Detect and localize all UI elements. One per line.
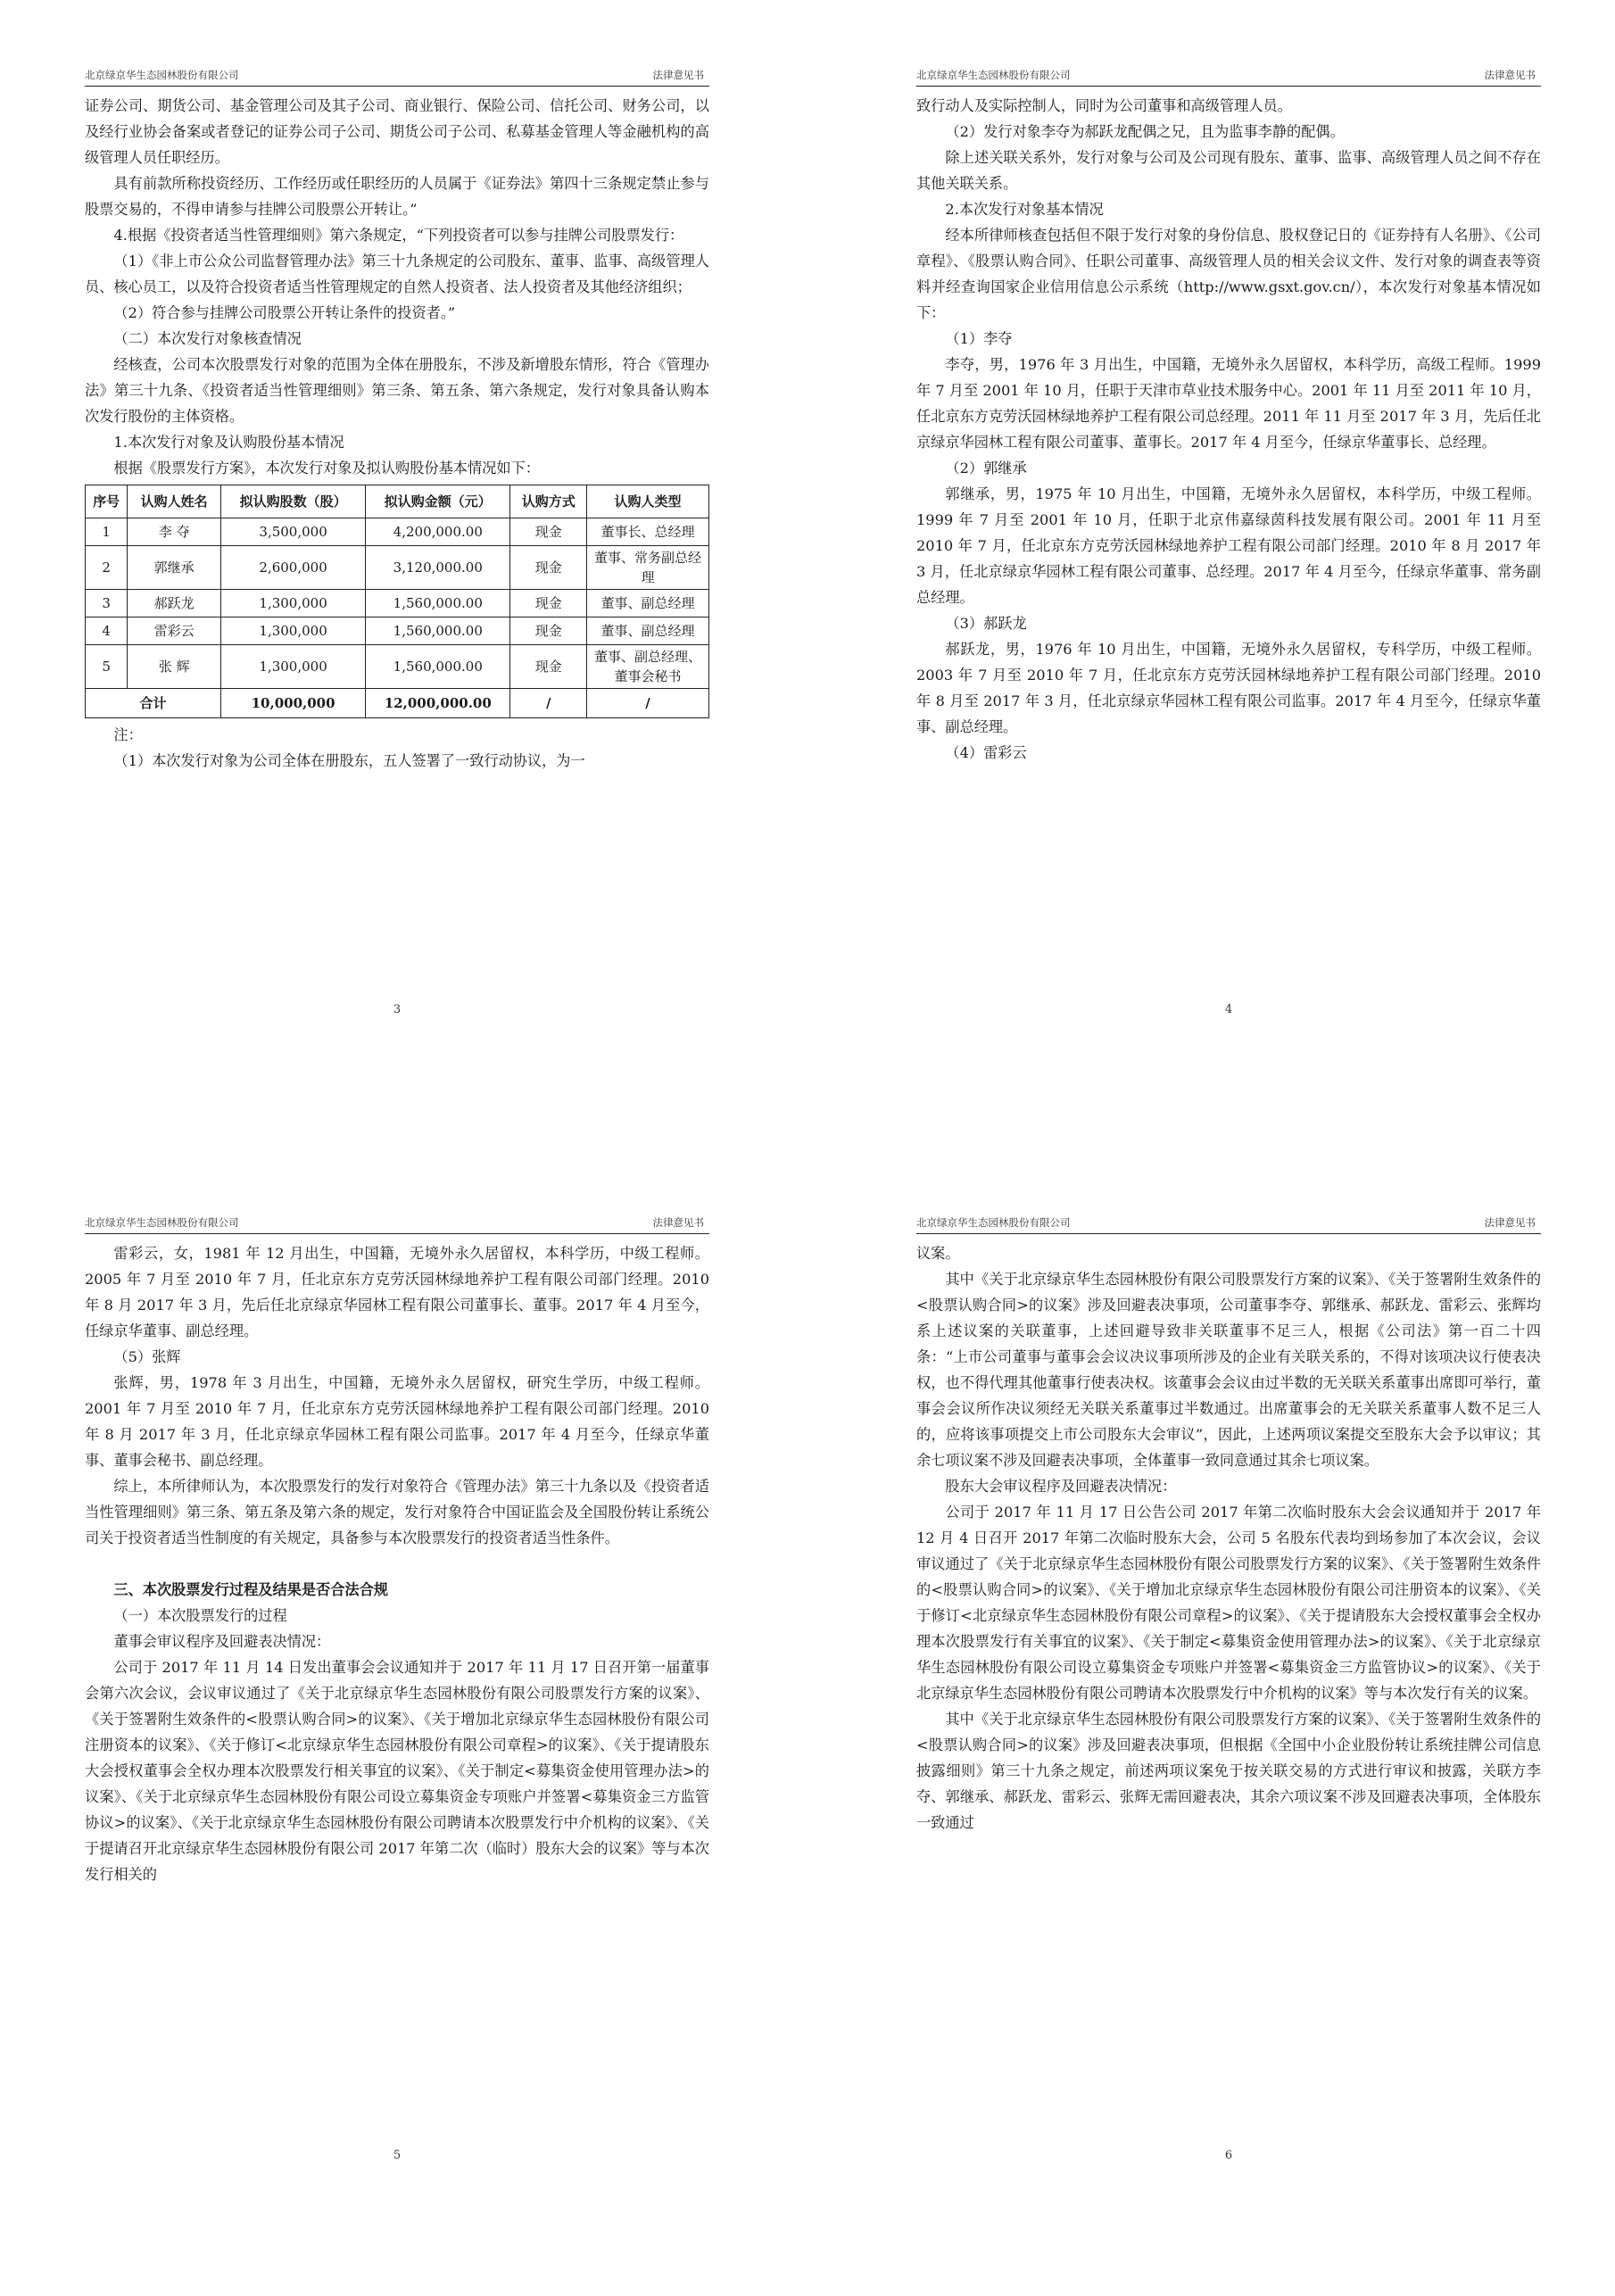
total-amount: 12,000,000.00 [366,689,510,718]
cell-shares: 2,600,000 [220,546,365,590]
document-page-3 [85,62,709,1016]
page-body [916,1240,1541,1836]
paragraph: 议案。 [916,1245,960,1262]
paragraph: 郝跃龙，男，1976 年 10 月出生，中国籍，无境外永久居留权，专科学历，中级工程师。2003 年 7 月至 2010 年 7 月，任北京东方克劳沃园林绿地养护工程有限公司部门经理。2010 年 8 月至 2017 年 3 月，任北京绿京华园林工程有限公司监事。2017 年 4 月至今，任绿京华董事、副总经理。 [916,641,1541,735]
header-doc-type: 法律意见书 [1484,69,1536,81]
person-heading: （2）郭继承 [945,460,1027,477]
document-page-6 [916,1210,1541,2162]
column-header: 认购人类型 [587,485,709,518]
paragraph: 其中《关于北京绿京华生态园林股份有限公司股票发行方案的议案》、《关于签署附生效条件的<股票认购合同>的议案》涉及回避表决事项，公司董事李夺、郭继承、郝跃龙、雷彩云、张辉均系上述议案的关联董事，上述回避导致非关联董事不足三人，根据《公司法》第一百二十四条：“上市公司董事与董事会会议决议事项所涉及的企业有关联关系的，不得对该项决议行使表决权，也不得代理其他董事行使表决权。该董事会会议由过半数的无关联关系董事出席即可举行，董事会会议所作决议须经无关联关系董事过半数通过。出席董事会的无关联关系董事人数不足三人的，应将该事项提交上市公司股东大会审议”，因此，上述两项议案提交至股东大会予以审议；其余七项议案不涉及回避表决事项，全体董事一致同意通过其余七项议案。 [916,1271,1541,1469]
paragraph: 致行动人及实际控制人，同时为公司董事和高级管理人员。 [916,97,1292,114]
total-type: / [587,689,709,718]
cell-no: 1 [86,518,128,546]
cell-amount: 3,120,000.00 [366,546,510,590]
cell-amount: 1,560,000.00 [366,590,510,618]
cell-no: 2 [86,546,128,590]
column-header: 认购人姓名 [128,485,221,518]
person-heading: （1）李夺 [945,330,1013,347]
cell-no: 3 [86,590,128,618]
table-total-row [86,689,709,718]
paragraph: 李夺，男，1976 年 3 月出生，中国籍，无境外永久居留权，本科学历，高级工程师。1999 年 7 月至 2001 年 10 月，任职于天津市草业技术服务中心。2001 年 11 月至 2011 年 10 月，任北京东方克劳沃园林绿地养护工程有限公司总经理。2011 年 11 月至 2017 年 3 月，先后任北京绿京华园林工程有限公司董事、董事长。2017 年 4 月至今，任绿京华董事长、总经理。 [916,356,1541,451]
cell-type: 董事、副总经理 [587,618,709,645]
page-body [85,1240,709,1887]
table-row [86,590,709,618]
table-row [86,546,709,590]
page-body [85,93,709,774]
cell-method: 现金 [510,645,587,689]
paragraph: 雷彩云，女，1981 年 12 月出生，中国籍，无境外永久居留权，本科学历，中级工程师。2005 年 7 月至 2010 年 7 月，任北京东方克劳沃园林绿地养护工程有限公司部门经理。2010 年 8 月 2017 年 3 月，先后任北京绿京华园林工程有限公司董事长、董事。2017 年 4 月至今，任绿京华董事、副总经理。 [85,1245,709,1339]
cell-type: 董事长、总经理 [587,518,709,546]
page-header [916,62,1541,87]
subsection-heading: （一）本次股票发行的过程 [113,1607,287,1624]
cell-method: 现金 [510,518,587,546]
total-shares: 10,000,000 [220,689,365,718]
column-header: 拟认购金额（元） [366,485,510,518]
paragraph: 公司于 2017 年 11 月 14 日发出董事会会议通知并于 2017 年 11 月 17 日召开第一届董事会第六次会议，会议审议通过了《关于北京绿京华生态园林股份有限公司股票发行方案的议案》、《关于签署附生效条件的<股票认购合同>的议案》、《关于增加北京绿京华生态园林股份有限公司注册资本的议案》、《关于修订<北京绿京华生态园林股份有限公司章程>的议案》、《关于提请股东大会授权董事会全权办理本次股票发行相关事宜的议案》、《关于制定<募集资金使用管理办法>的议案》、《关于北京绿京华生态园林股份有限公司设立募集资金专项账户并签署<募集资金三方监管协议>的议案》、《关于北京绿京华生态园林股份有限公司聘请本次股票发行中介机构的议案》、《关于提请召开北京绿京华生态园林股份有限公司 2017 年第二次（临时）股东大会的议案》等与本次发行相关的 [85,1659,709,1883]
section-heading: 三、本次股票发行过程及结果是否合法合规 [113,1581,388,1598]
person-heading: （5）张辉 [113,1348,181,1365]
paragraph: 证券公司、期货公司、基金管理公司及其子公司、商业银行、保险公司、信托公司、财务公司，以及经行业协会备案或者登记的证券公司子公司、期货公司子公司、私募基金管理人等金融机构的高级管理人员任职经历。 [85,97,709,166]
paragraph: 董事会审议程序及回避表决情况： [113,1633,331,1650]
person-heading: （4）雷彩云 [945,744,1027,761]
document-page-4 [916,62,1541,1016]
page-number: 3 [393,1003,402,1016]
section-heading: （二）本次发行对象核查情况 [113,330,302,347]
header-company: 北京绿京华生态园林股份有限公司 [85,1216,239,1229]
page-number: 6 [1224,2149,1233,2162]
column-header: 认购方式 [510,485,587,518]
paragraph: 经本所律师核查包括但不限于发行对象的身份信息、股权登记日的《证券持有人名册》、《公司章程》、《股票认购合同》、任职公司董事、高级管理人员的相关会议文件、发行对象的调查表等资料并经查询国家企业信用信息公示系统（http://www.gsxt.gov.cn/），本次发行对象基本情况如下： [916,227,1541,321]
cell-no: 5 [86,645,128,689]
paragraph: 张辉，男，1978 年 3 月出生，中国籍，无境外永久居留权，研究生学历，中级工程师。2001 年 7 月至 2010 年 7 月，任北京东方克劳沃园林绿地养护工程有限公司部门经理。2010 年 8 月 2017 年 3 月，任北京绿京华园林工程有限公司监事。2017 年 4 月至今，任绿京华董事、董事会秘书、副总经理。 [85,1374,709,1469]
paragraph: 经核查，公司本次股票发行对象的范围为全体在册股东，不涉及新增股东情形，符合《管理办法》第三十九条、《投资者适当性管理细则》第三条、第五条、第六条规定，发行对象具备认购本次发行股份的主体资格。 [85,356,709,425]
page-header [85,62,709,87]
paragraph: （2）符合参与挂牌公司股票公开转让条件的投资者。” [113,304,456,321]
cell-name: 雷彩云 [128,618,221,645]
cell-amount: 4,200,000.00 [366,518,510,546]
page-header [916,1210,1541,1234]
subscriber-table [85,485,709,718]
cell-name: 李 夺 [128,518,221,546]
note-label: 注： [113,726,143,743]
table-row [86,618,709,645]
paragraph: 其中《关于北京绿京华生态园林股份有限公司股票发行方案的议案》、《关于签署附生效条件的<股票认购合同>的议案》涉及回避表决事项，但根据《全国中小企业股份转让系统挂牌公司信息披露细则》第三十九条之规定，前述两项议案免于按关联交易的方式进行审议和披露，关联方李夺、郭继承、郝跃龙、雷彩云、张辉无需回避表决，其余六项议案不涉及回避表决事项，全体股东一致通过 [916,1711,1541,1831]
header-doc-type: 法律意见书 [1484,1216,1536,1229]
cell-shares: 1,300,000 [220,618,365,645]
table-row [86,518,709,546]
header-doc-type: 法律意见书 [652,1216,704,1229]
cell-shares: 1,300,000 [220,645,365,689]
paragraph: 综上，本所律师认为，本次股票发行的发行对象符合《管理办法》第三十九条以及《投资者适当性管理细则》第三条、第五条及第六条的规定，发行对象符合中国证监会及全国股份转让系统公司关于投资者适当性制度的有关规定，具备参与本次股票发行的投资者适当性条件。 [85,1478,709,1546]
paragraph: 公司于 2017 年 11 月 17 日公告公司 2017 年第二次临时股东大会会议通知并于 2017 年 12 月 4 日召开 2017 年第二次临时股东大会，公司 5 名股东代表均到场参加了本次会议，会议审议通过了《关于北京绿京华生态园林股份有限公司股票发行方案的议案》、《关于签署附生效条件的<股票认购合同>的议案》、《关于增加北京绿京华生态园林股份有限公司注册资本的议案》、《关于修订<北京绿京华生态园林股份有限公司章程>的议案》、《关于提请股东大会授权董事会全权办理本次股票发行有关事宜的议案》、《关于制定<募集资金使用管理办法>的议案》、《关于北京绿京华生态园林股份有限公司设立募集资金专项账户并签署<募集资金三方监管协议>的议案》、《关于北京绿京华生态园林股份有限公司聘请本次股票发行中介机构的议案》等与本次发行有关的议案。 [916,1504,1541,1702]
header-company: 北京绿京华生态园林股份有限公司 [916,69,1071,81]
paragraph: 根据《股票发行方案》，本次发行对象及拟认购股份基本情况如下： [113,460,540,477]
total-method: / [510,689,587,718]
column-header: 序号 [86,485,128,518]
paragraph: 郭继承，男，1975 年 10 月出生，中国籍，无境外永久居留权，本科学历，中级工程师。1999 年 7 月至 2001 年 10 月，任职于北京伟嘉绿茵科技发展有限公司。2001 年 11 月至 2010 年 7 月，任北京东方克劳沃园林绿地养护工程有限公司部门经理。2010 年 8 月 2017 年 3 月，任北京绿京华园林工程有限公司董事、总经理。2017 年 4 月至今，任绿京华董事、常务副总经理。 [916,485,1541,606]
cell-amount: 1,560,000.00 [366,618,510,645]
subsection-heading: 2.本次发行对象基本情况 [945,201,1104,218]
cell-amount: 1,560,000.00 [366,645,510,689]
cell-name: 张 辉 [128,645,221,689]
page-number: 5 [393,2149,402,2162]
cell-type: 董事、常务副总经理 [587,546,709,590]
header-company: 北京绿京华生态园林股份有限公司 [916,1216,1071,1229]
cell-shares: 1,300,000 [220,590,365,618]
paragraph: 4.根据《投资者适当性管理细则》第六条规定，“下列投资者可以参与挂牌公司股票发行： [113,227,684,244]
total-label: 合计 [86,689,221,718]
note-paragraph: （1）本次发行对象为公司全体在册股东，五人签署了一致行动协议，为一 [113,752,585,769]
table-header-row [86,485,709,518]
cell-name: 郭继承 [128,546,221,590]
cell-method: 现金 [510,590,587,618]
paragraph: 股东大会审议程序及回避表决情况： [945,1478,1177,1495]
page-number: 4 [1224,1003,1233,1016]
page-body [916,93,1541,766]
cell-shares: 3,500,000 [220,518,365,546]
paragraph: 具有前款所称投资经历、工作经历或任职经历的人员属于《证券法》第四十三条规定禁止参与股票交易的，不得申请参与挂牌公司股票公开转让。” [85,175,709,218]
cell-type: 董事、副总经理、董事会秘书 [587,645,709,689]
paragraph: （2）发行对象李夺为郝跃龙配偶之兄，且为监事李静的配偶。 [945,123,1345,140]
cell-name: 郝跃龙 [128,590,221,618]
document-page-5 [85,1210,709,2162]
cell-type: 董事、副总经理 [587,590,709,618]
cell-method: 现金 [510,546,587,590]
paragraph: （1）《非上市公众公司监督管理办法》第三十九条规定的公司股东、董事、监事、高级管理人员、核心员工，以及符合投资者适当性管理规定的自然人投资者、法人投资者及其他经济组织； [85,253,709,295]
person-heading: （3）郝跃龙 [945,615,1027,632]
column-header: 拟认购股数（股） [220,485,365,518]
header-company: 北京绿京华生态园林股份有限公司 [85,69,239,81]
cell-no: 4 [86,618,128,645]
cell-method: 现金 [510,618,587,645]
table-row [86,645,709,689]
header-doc-type: 法律意见书 [652,69,704,81]
paragraph: 除上述关联关系外，发行对象与公司及公司现有股东、董事、监事、高级管理人员之间不存在其他关联关系。 [916,149,1541,192]
subsection-heading: 1.本次发行对象及认购股份基本情况 [113,434,344,451]
page-header [85,1210,709,1234]
